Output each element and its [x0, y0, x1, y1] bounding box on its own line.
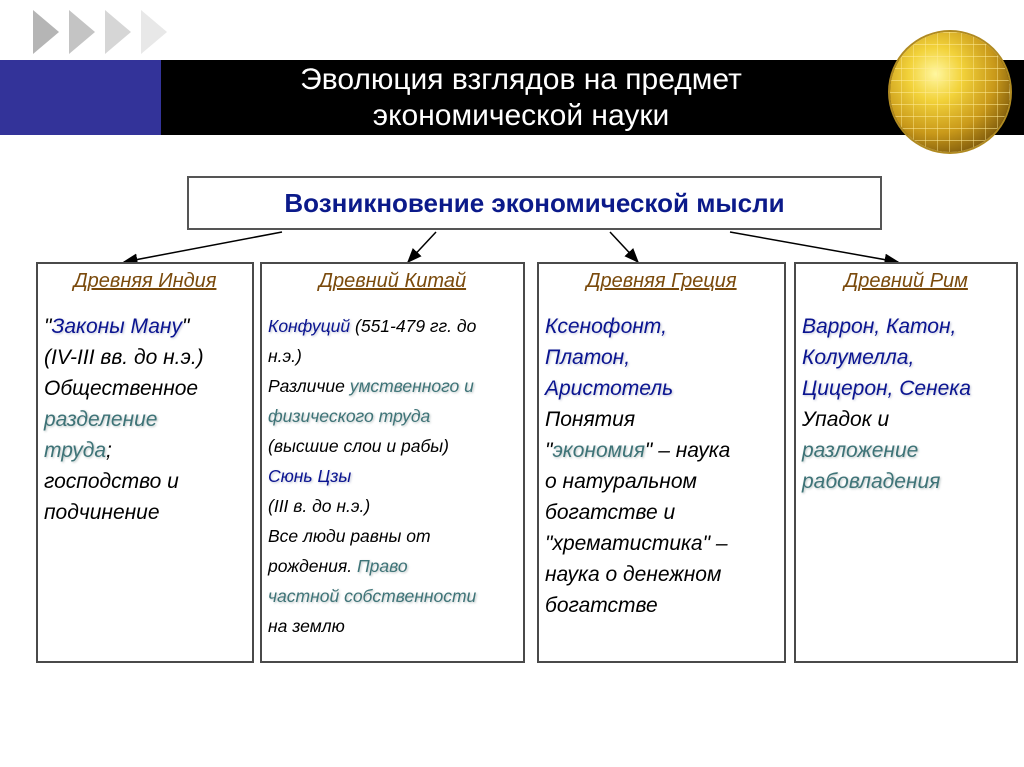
text-segment: Понятия [545, 408, 636, 431]
highlight-term: Ксенофонт, [545, 315, 667, 338]
text-line [44, 342, 246, 373]
text-segment: Различие [268, 376, 350, 396]
text-segment: наука о денежном [545, 563, 722, 586]
column-ancient-rome [794, 262, 1018, 663]
text-line [802, 404, 1010, 435]
column-body [268, 311, 517, 641]
text-line [802, 311, 1010, 342]
highlight-term: Колумелла, [802, 346, 915, 369]
text-segment: господство и [44, 470, 179, 493]
text-segment: Общественное [44, 377, 199, 400]
text-segment: (высшие слои и рабы) [268, 436, 449, 456]
text-segment: (551-479 гг. до [350, 316, 477, 336]
text-segment: " – наука [644, 439, 731, 462]
highlight-term: рабовладения [802, 470, 941, 493]
highlight-term: труда [44, 439, 107, 462]
text-segment: (III в. до н.э.) [268, 496, 371, 516]
column-heading: Древняя Индия [73, 270, 217, 292]
text-line [268, 551, 517, 581]
text-line [44, 404, 246, 435]
text-segment: " [545, 439, 553, 462]
text-line [268, 431, 517, 461]
text-line [44, 373, 246, 404]
title-line-2: экономической науки [372, 98, 670, 132]
text-line [268, 371, 517, 401]
column-body [545, 311, 778, 621]
column-heading: Древняя Греция [586, 270, 737, 292]
highlight-term: Законы Ману [51, 315, 182, 338]
text-line [268, 341, 517, 371]
highlight-term: разложение [802, 439, 919, 462]
title-line-1: Эволюция взглядов на предмет [300, 62, 742, 96]
text-line [545, 311, 778, 342]
text-line [268, 461, 517, 491]
text-segment: подчинение [44, 501, 160, 524]
column-body [802, 311, 1010, 497]
highlight-term: Аристотель [545, 377, 674, 400]
text-line [268, 401, 517, 431]
highlight-term: физического труда [268, 406, 431, 426]
highlight-term: разделение [44, 408, 158, 431]
highlight-term: Конфуций [268, 316, 351, 336]
text-segment: " [44, 315, 52, 338]
text-segment: н.э.) [268, 346, 302, 366]
highlight-term: Право [356, 556, 408, 576]
column-ancient-china [260, 262, 525, 663]
highlight-term: Цицерон, Сенека [802, 377, 971, 400]
text-segment: на землю [268, 616, 345, 636]
text-line [44, 435, 246, 466]
highlight-term: Сюнь Цзы [268, 466, 352, 486]
text-line [802, 373, 1010, 404]
text-segment: Все люди равны от [268, 526, 431, 546]
text-segment: богатстве и [545, 501, 676, 524]
text-line [268, 521, 517, 551]
text-line [268, 311, 517, 341]
highlight-term: экономия [552, 439, 645, 462]
text-line [545, 528, 778, 559]
text-segment: о натуральном [545, 470, 697, 493]
text-line [545, 404, 778, 435]
root-label: Возникновение экономической мысли [284, 187, 785, 218]
text-segment: богатстве [545, 594, 658, 617]
highlight-term: Платон, [545, 346, 631, 369]
column-ancient-greece [537, 262, 786, 663]
text-line [802, 466, 1010, 497]
column-heading: Древний Китай [318, 270, 467, 292]
text-line [44, 497, 246, 528]
column-body [44, 311, 246, 528]
text-segment: (IV-III вв. до н.э.) [44, 346, 204, 369]
text-segment: "хрематистика" – [545, 532, 728, 555]
text-line [545, 559, 778, 590]
text-line [545, 497, 778, 528]
text-line [44, 466, 246, 497]
highlight-term: умственного и [349, 376, 474, 396]
text-line [545, 342, 778, 373]
text-line [545, 435, 778, 466]
text-line [44, 311, 246, 342]
text-line [268, 491, 517, 521]
text-line [268, 581, 517, 611]
highlight-term: частной собственности [268, 586, 477, 606]
text-line [802, 435, 1010, 466]
text-segment: " [181, 315, 190, 338]
text-segment: ; [106, 439, 112, 462]
text-segment: рождения. [268, 556, 357, 576]
text-line [545, 373, 778, 404]
text-line [545, 590, 778, 621]
text-line [268, 611, 517, 641]
text-line [545, 466, 778, 497]
text-line [802, 342, 1010, 373]
highlight-term: Варрон, Катон, [802, 315, 957, 338]
text-segment: Упадок и [802, 408, 890, 431]
column-ancient-india [36, 262, 254, 663]
column-heading: Древний Рим [844, 270, 968, 292]
